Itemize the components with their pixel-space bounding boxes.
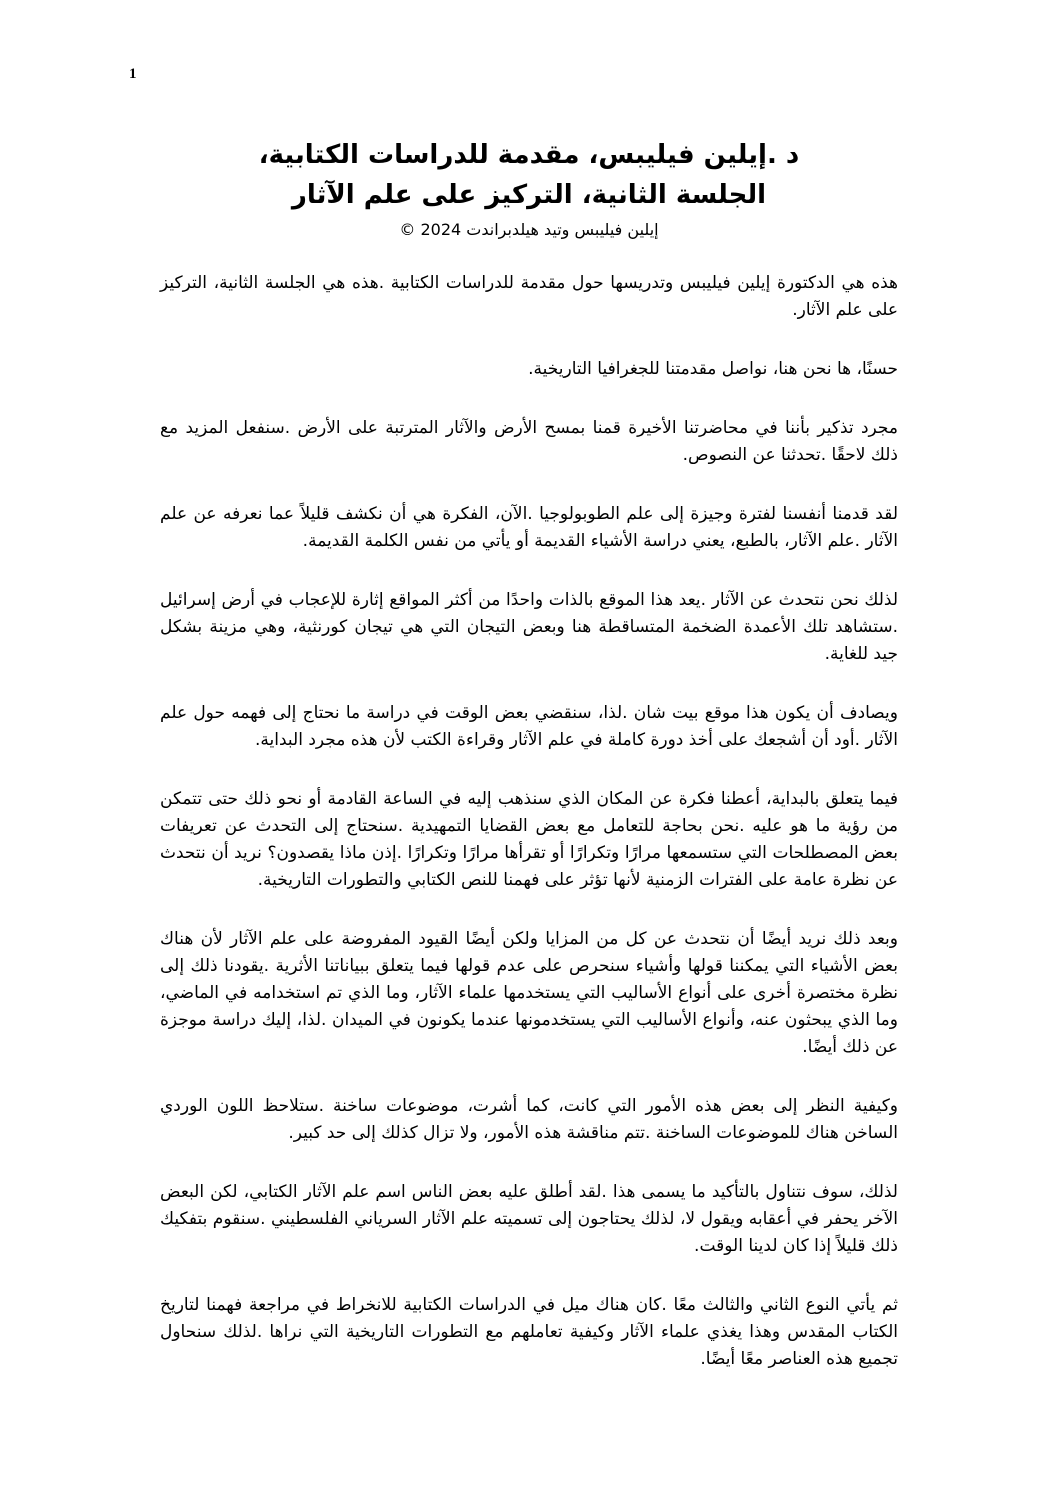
document-body [160, 270, 898, 1405]
paragraph: وبعد ذلك نريد أيضًا أن نتحدث عن كل من المزايا ولكن أيضًا القيود المفروضة على علم الآثار لأن هناك بعض الأشياء التي يمكننا قولها وأشياء سنحرص على عدم قولها فيما يتعلق ببياناتنا الأثرية .يقودنا ذلك إلى نظرة مختصرة أخرى على أنواع الأساليب التي يستخدمها علماء الآثار، وما الذي تم استخدامه في الماضي، وما الذي يبحثون عنه، وأنواع الأساليب التي يستخدمونها عندما يكونون في الميدان .لذا، إليك دراسة موجزة عن ذلك أيضًا. [160, 929, 898, 1057]
paragraph: هذه هي الدكتورة إيلين فيليبس وتدريسها حول مقدمة للدراسات الكتابية .هذه هي الجلسة الثانية، التركيز على علم الآثار. [160, 273, 898, 320]
paragraph: ويصادف أن يكون هذا موقع بيت شان .لذا، سنقضي بعض الوقت في دراسة ما نحتاج إلى فهمه حول علم الآثار .أود أن أشجعك على أخذ دورة كاملة في علم الآثار وقراءة الكتب لأن هذه مجرد البداية. [160, 703, 898, 750]
page-number: 1 [129, 66, 137, 82]
paragraph: لذلك، سوف نتناول بالتأكيد ما يسمى هذا .لقد أطلق عليه بعض الناس اسم علم الآثار الكتابي، لكن البعض الآخر يحفر في أعقابه ويقول لا، لذلك يحتاجون إلى تسميته علم الآثار السرياني الفلسطيني .سنقوم بتفكيك ذلك قليلاً إذا كان لدينا الوقت. [160, 1182, 898, 1256]
paragraph: فيما يتعلق بالبداية، أعطنا فكرة عن المكان الذي سنذهب إليه في الساعة القادمة أو نحو ذلك حتى تتمكن من رؤية ما هو عليه .نحن بحاجة للتعامل مع بعض القضايا التمهيدية .سنحتاج إلى التحدث عن تعريفات بعض المصطلحات التي ستسمعها مرارًا وتكرارًا أو تقرأها مرارًا وتكرارًا .إذن ماذا يقصدون؟ نريد أن نتحدث عن نظرة عامة على الفترات الزمنية لأنها تؤثر على فهمنا للنص الكتابي والتطورات التاريخية. [160, 789, 898, 890]
copyright-line: إيلين فيليبس وتيد هيلدبراندت 2024 © [399, 220, 659, 239]
paragraph: ثم يأتي النوع الثاني والثالث معًا .كان هناك ميل في الدراسات الكتابية للانخراط في مراجعة فهمنا لتاريخ الكتاب المقدس وهذا يغذي علماء الآثار وكيفية تعاملهم مع التطورات التاريخية التي نراها .لذلك سنحاول تجميع هذه العناصر معًا أيضًا. [160, 1295, 898, 1369]
document-title-line-1: د .إيلين فيليبس، مقدمة للدراسات الكتابية، [258, 140, 800, 170]
paragraph: مجرد تذكير بأننا في محاضرتنا الأخيرة قمنا بمسح الأرض والآثار المترتبة على الأرض .سنفعل المزيد مع ذلك لاحقًا .تحدثنا عن النصوص. [160, 418, 898, 465]
paragraph: حسنًا، ها نحن هنا، نواصل مقدمتنا للجغرافيا التاريخية. [528, 359, 898, 379]
paragraph: وكيفية النظر إلى بعض هذه الأمور التي كانت، كما أشرت، موضوعات ساخنة .ستلاحظ اللون الوردي الساخن هناك للموضوعات الساخنة .تتم مناقشة هذه الأمور، ولا تزال كذلك إلى حد كبير. [160, 1096, 898, 1143]
paragraph: لذلك نحن نتحدث عن الآثار .يعد هذا الموقع بالذات واحدًا من أكثر المواقع إثارة للإعجاب في أرض إسرائيل .ستشاهد تلك الأعمدة الضخمة المتساقطة هنا وبعض التيجان التي هي تيجان كورنثية، وهي مزينة بشكل جيد للغاية. [160, 590, 898, 664]
document-header [120, 135, 938, 243]
paragraph: لقد قدمنا أنفسنا لفترة وجيزة إلى علم الطوبولوجيا .الآن، الفكرة هي أن نكشف قليلاً عما نعرفه عن علم الآثار .علم الآثار، بالطبع، يعني دراسة الأشياء القديمة أو يأتي من نفس الكلمة القديمة. [160, 504, 898, 551]
document-title-line-2: الجلسة الثانية، التركيز على علم الآثار [291, 180, 767, 210]
